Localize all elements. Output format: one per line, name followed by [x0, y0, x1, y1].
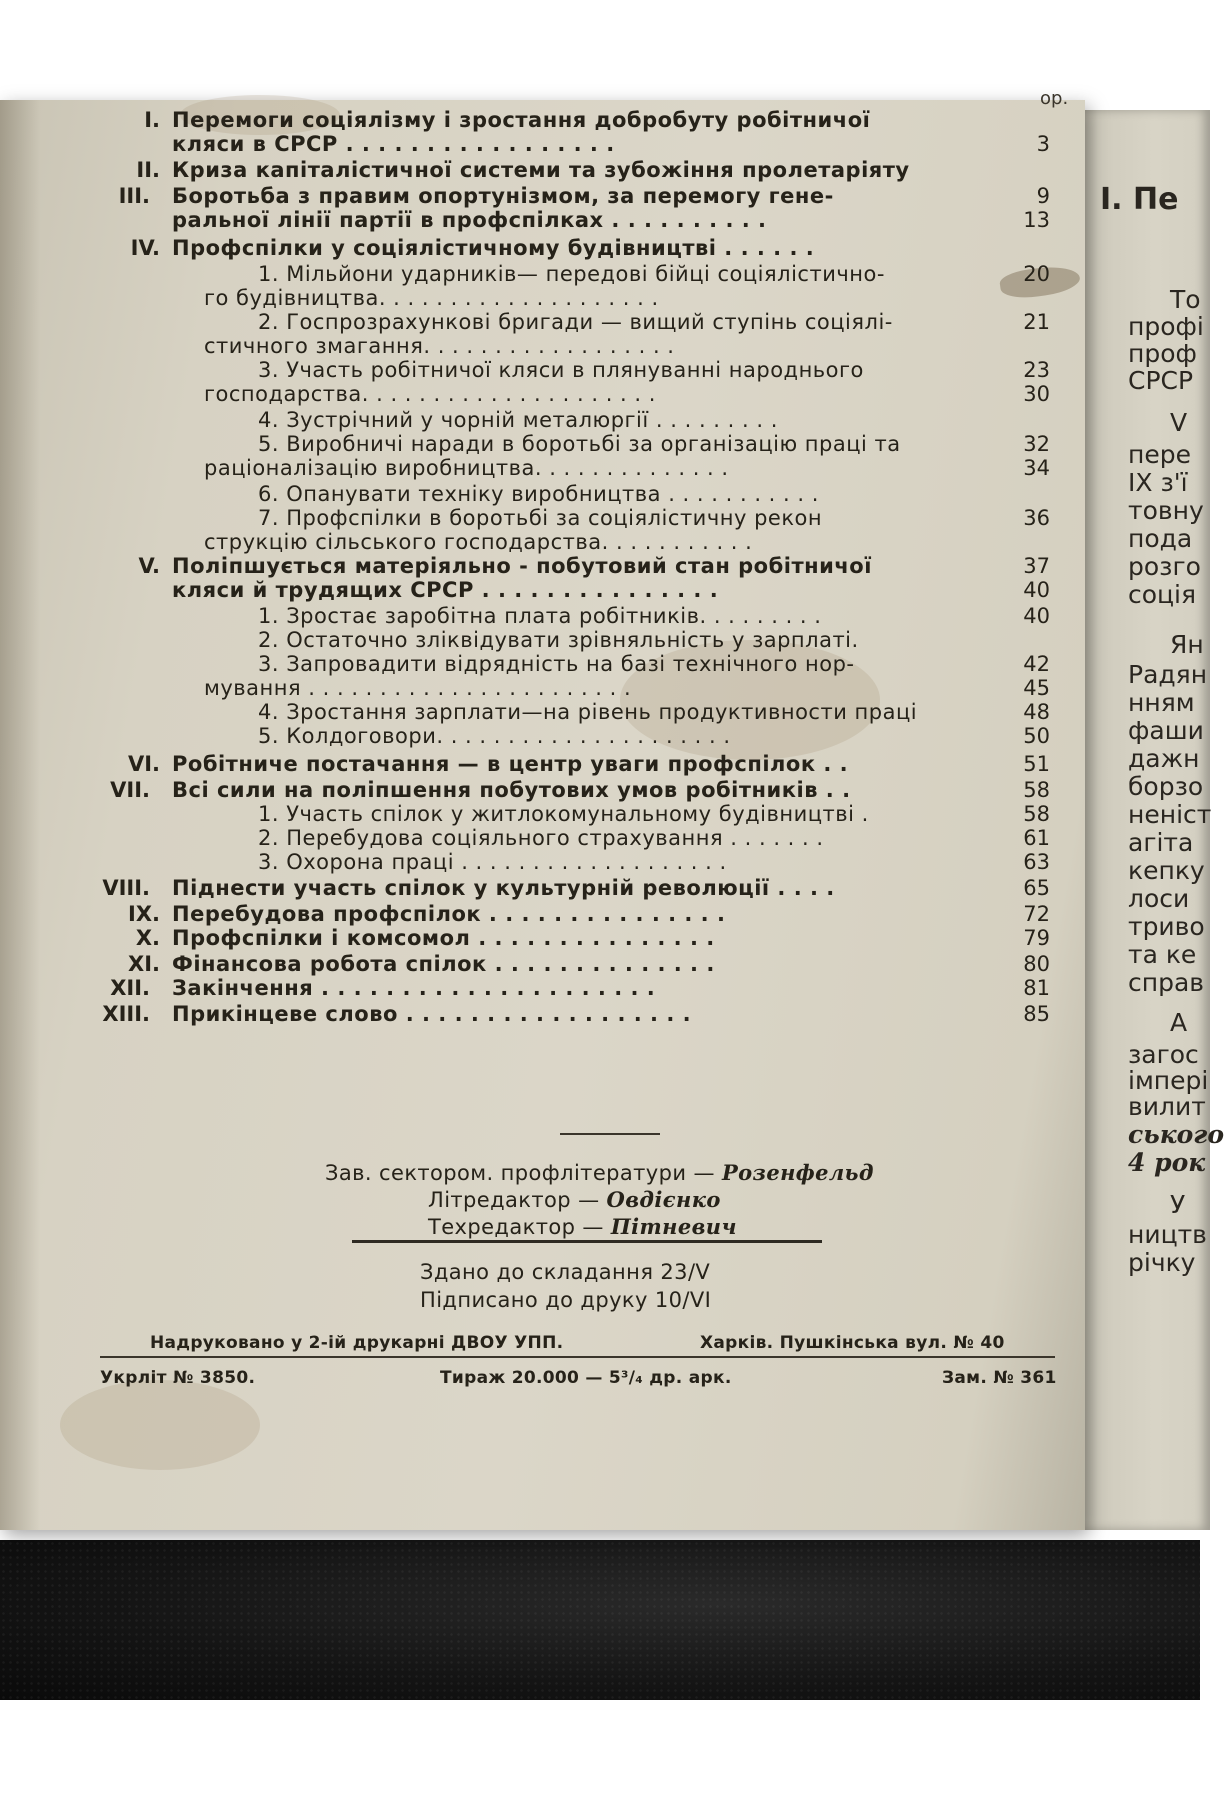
toc-entry-page: 9 [1036, 184, 1050, 208]
right-page-line: СРСР [1128, 366, 1194, 395]
toc-entry-title: 2. Остаточно зліквідувати зрівняльність у зарплаті. [258, 628, 859, 652]
toc-entry-title: Перемоги соціялізму і зростання добробуту робітничої [172, 108, 871, 132]
toc-entry-number: V. [138, 554, 160, 578]
toc-entry [0, 1002, 1080, 1030]
toc-entry-title: струкцію сільського господарства. . . . . . . . . . . [204, 530, 753, 554]
toc-entry-title: мування . . . . . . . . . . . . . . . . . . . . . . . [204, 676, 632, 700]
right-page-line: триво [1128, 912, 1205, 941]
right-page-line: нням [1128, 688, 1195, 717]
toc-entry-title: Профспілки і комсомол . . . . . . . . . . . . . . . [172, 926, 715, 950]
toc-entry-title: Профспілки у соціялістичному будівництві . . . . . . [172, 236, 815, 260]
toc-entry-title: Всі сили на поліпшення побутових умов робітників . . [172, 778, 851, 802]
toc-entry-title: 6. Опанувати техніку виробництва . . . . . . . . . . . [258, 482, 819, 506]
toc-entry-title: Боротьба з правим опортунізмом, за перемогу гене- [172, 184, 834, 208]
toc-entry-title: 2. Госпрозрахункові бригади — вищий ступінь соціялі- [258, 310, 893, 334]
toc-entry-page: 34 [1023, 456, 1050, 480]
divider-short [560, 1133, 660, 1135]
printer-line: Надруковано у 2-ій друкарні ДВОУ УПП. [150, 1333, 564, 1353]
right-page-line: Радян [1128, 660, 1208, 689]
toc-entry-title: 1. Участь спілок у житлокомунальному будівництві . [258, 802, 869, 826]
right-page-line: IX з'ї [1128, 468, 1188, 497]
toc-entry-number: III. [118, 184, 150, 208]
toc-entry [0, 926, 1080, 954]
right-page-line: У [1170, 1190, 1186, 1219]
toc-entry-page: 58 [1023, 778, 1050, 802]
right-page-line: та ке [1128, 940, 1197, 969]
toc-entry [0, 850, 1080, 878]
right-page-line: товну [1128, 496, 1204, 525]
toc-entry-title: Закінчення . . . . . . . . . . . . . . . . . . . . . [172, 976, 656, 1000]
right-page-line: агіта [1128, 828, 1194, 857]
toc-entry-page: 40 [1023, 578, 1050, 602]
toc-entry-title: го будівництва. . . . . . . . . . . . . . . . . . . . [204, 286, 659, 310]
toc-entry-number: IV. [130, 236, 160, 260]
dark-leather-surface [0, 1540, 1200, 1700]
toc-entry-title: 3. Участь робітничої кляси в плянуванні народнього [258, 358, 864, 382]
toc-entry-page: 72 [1023, 902, 1050, 926]
right-page-line: розго [1128, 552, 1201, 581]
order-number: Зам. № 361 [942, 1368, 1057, 1388]
toc-entry-title: 1. Мільйони ударників— передові бійці соціялістично- [258, 262, 885, 286]
toc-entry-page: 3 [1036, 132, 1050, 156]
credit-lit-editor [428, 1187, 721, 1212]
toc-entry-title: 5. Колдоговори. . . . . . . . . . . . . . . . . . . . . [258, 724, 731, 748]
toc-entry [0, 578, 1080, 606]
toc-entry-number: VII. [110, 778, 150, 802]
toc-entry-page: 80 [1023, 952, 1050, 976]
toc-entry-number: VIII. [102, 876, 150, 900]
toc-entry-page: 40 [1023, 604, 1050, 628]
toc-entry-page: 23 [1023, 358, 1050, 382]
right-page-line: вилит [1128, 1092, 1206, 1121]
toc-entry [0, 456, 1080, 484]
credit-tech-label: Техредактор — [428, 1215, 604, 1239]
credit-tech-editor [428, 1214, 737, 1239]
credit-sector-name: Розенфельд [721, 1160, 874, 1185]
right-page-line: Ян [1170, 630, 1204, 659]
toc-entry-title: 7. Профспілки в боротьбі за соціялістичну рекон [258, 506, 823, 530]
toc-entry [0, 752, 1080, 780]
right-page-line: лоси [1128, 884, 1190, 913]
toc-entry-number: II. [136, 158, 160, 182]
toc-entry-title: ральної лінії партії в профспілках . . . . . . . . . . [172, 208, 767, 232]
right-page-line: пере [1128, 440, 1191, 469]
right-page-line: кепку [1128, 856, 1205, 885]
toc-entry-title: стичного змагання. . . . . . . . . . . . . . . . . . [204, 334, 675, 358]
right-page-line: V [1170, 408, 1188, 437]
toc-entry-page: 13 [1023, 208, 1050, 232]
toc-entry-title: господарства. . . . . . . . . . . . . . . . . . . . . [204, 382, 656, 406]
toc-entry-page: 51 [1023, 752, 1050, 776]
toc-entry-number: X. [135, 926, 160, 950]
toc-entry-title: 5. Виробничі наради в боротьбі за організацію праці та [258, 432, 901, 456]
toc-entry-title: 3. Запровадити відрядність на базі технічного нор- [258, 652, 855, 676]
toc-entry-page: 32 [1023, 432, 1050, 456]
toc-entry-title: Прикінцеве слово . . . . . . . . . . . . . . . . . . [172, 1002, 692, 1026]
signed-date: Підписано до друку 10/VI [420, 1288, 712, 1312]
submitted-date: Здано до складання 23/V [420, 1260, 711, 1284]
right-page-line: ництв [1128, 1220, 1207, 1249]
toc-entry-page: 30 [1023, 382, 1050, 406]
right-page-line: проф [1128, 339, 1197, 368]
toc-entry-number: I. [144, 108, 160, 132]
right-page-line: дажн [1128, 744, 1200, 773]
right-page-line: пода [1128, 524, 1193, 553]
toc-entry-page: 63 [1023, 850, 1050, 874]
right-page-line: імпері [1128, 1066, 1209, 1095]
toc-entry-page: 79 [1023, 926, 1050, 950]
toc-entry-number: VI. [127, 752, 160, 776]
credit-sector [325, 1160, 874, 1185]
tirage-info: Тираж 20.000 — 5³/₄ др. арк. [440, 1368, 732, 1388]
toc-entry-title: Перебудова профспілок . . . . . . . . . . . . . . . [172, 902, 726, 926]
toc-entry-title: Робітниче постачання — в центр уваги профспілок . . [172, 752, 849, 776]
credit-lit-label: Літредактор — [428, 1188, 600, 1212]
right-page-line: борзо [1128, 772, 1204, 801]
toc-entry [0, 724, 1080, 752]
right-page-line: А [1170, 1008, 1188, 1037]
credit-lit-name: Овдієнко [606, 1187, 721, 1212]
toc-entry-title: 3. Охорона праці . . . . . . . . . . . . . . . . . . . [258, 850, 727, 874]
toc-entry-title: Поліпшується матеріяльно - побутовий стан робітничої [172, 554, 872, 578]
right-page-line: 4 рок [1128, 1148, 1206, 1177]
corner-fragment: ор. [1040, 88, 1069, 109]
right-page-line: фаши [1128, 716, 1204, 745]
toc-entry-page: 45 [1023, 676, 1050, 700]
right-page-heading: І. Пе [1100, 182, 1179, 217]
toc-entry [0, 976, 1080, 1004]
toc-entry-number: IX. [128, 902, 160, 926]
toc-entry-page: 61 [1023, 826, 1050, 850]
printer-address: Харків. Пушкінська вул. № 40 [700, 1333, 1005, 1353]
toc-entry [0, 236, 1080, 264]
credit-tech-name: Пітневич [610, 1214, 737, 1239]
toc-entry-title: кляси в СРСР . . . . . . . . . . . . . . . . . [172, 132, 615, 156]
right-page-line: соція [1128, 580, 1197, 609]
toc-entry-title: 1. Зростає заробітна плата робітників. . . . . . . . . [258, 604, 822, 628]
toc-entry-page: 36 [1023, 506, 1050, 530]
right-page-line: справ [1128, 968, 1205, 997]
right-page-line: річку [1128, 1248, 1196, 1277]
credit-sector-label: Зав. сектором. профлітератури — [325, 1161, 715, 1185]
right-page-line: профі [1128, 312, 1204, 341]
right-page-line: загос [1128, 1040, 1199, 1069]
toc-entry-page: 58 [1023, 802, 1050, 826]
toc-entry-title: 4. Зростання зарплати—на рівень продуктивности праці [258, 700, 918, 724]
toc-entry-page: 85 [1023, 1002, 1050, 1026]
toc-entry-number: XIII. [102, 1002, 150, 1026]
toc-entry-number: XI. [128, 952, 160, 976]
ukrlit-number: Укрліт № 3850. [100, 1368, 256, 1388]
toc-entry-number: XII. [110, 976, 150, 1000]
toc-entry-page: 20 [1023, 262, 1050, 286]
toc-entry-title: раціоналізацію виробництва. . . . . . . . . . . . . . [204, 456, 729, 480]
toc-entry-title: 4. Зустрічний у чорній металюргії . . . . . . . . . [258, 408, 778, 432]
toc-entry [0, 208, 1080, 236]
toc-entry-title: Піднести участь спілок у культурній революції . . . . [172, 876, 835, 900]
toc-entry-page: 21 [1023, 310, 1050, 334]
right-page-line: ського [1128, 1120, 1224, 1149]
toc-entry [0, 382, 1080, 410]
toc-entry-title: 2. Перебудова соціяльного страхування . . . . . . . [258, 826, 824, 850]
paper-stain [60, 1380, 260, 1470]
right-page-line: неніст [1128, 800, 1212, 829]
divider-full [100, 1356, 1055, 1358]
divider-long [352, 1240, 822, 1243]
toc-entry [0, 132, 1080, 160]
toc-entry [0, 158, 1080, 186]
toc-entry-title: Фінансова робота спілок . . . . . . . . . . . . . . [172, 952, 715, 976]
toc-entry [0, 876, 1080, 904]
toc-entry-page: 37 [1023, 554, 1050, 578]
toc-entry-title: кляси й трудящих СРСР . . . . . . . . . . . . . . . [172, 578, 719, 602]
toc-entry-title: Криза капіталістичної системи та зубожіння пролетаріяту [172, 158, 910, 182]
toc-entry-page: 42 [1023, 652, 1050, 676]
toc-entry-page: 81 [1023, 976, 1050, 1000]
toc-entry-page: 48 [1023, 700, 1050, 724]
toc-entry-page: 50 [1023, 724, 1050, 748]
right-page-line: То [1170, 285, 1201, 314]
toc-entry-page: 65 [1023, 876, 1050, 900]
